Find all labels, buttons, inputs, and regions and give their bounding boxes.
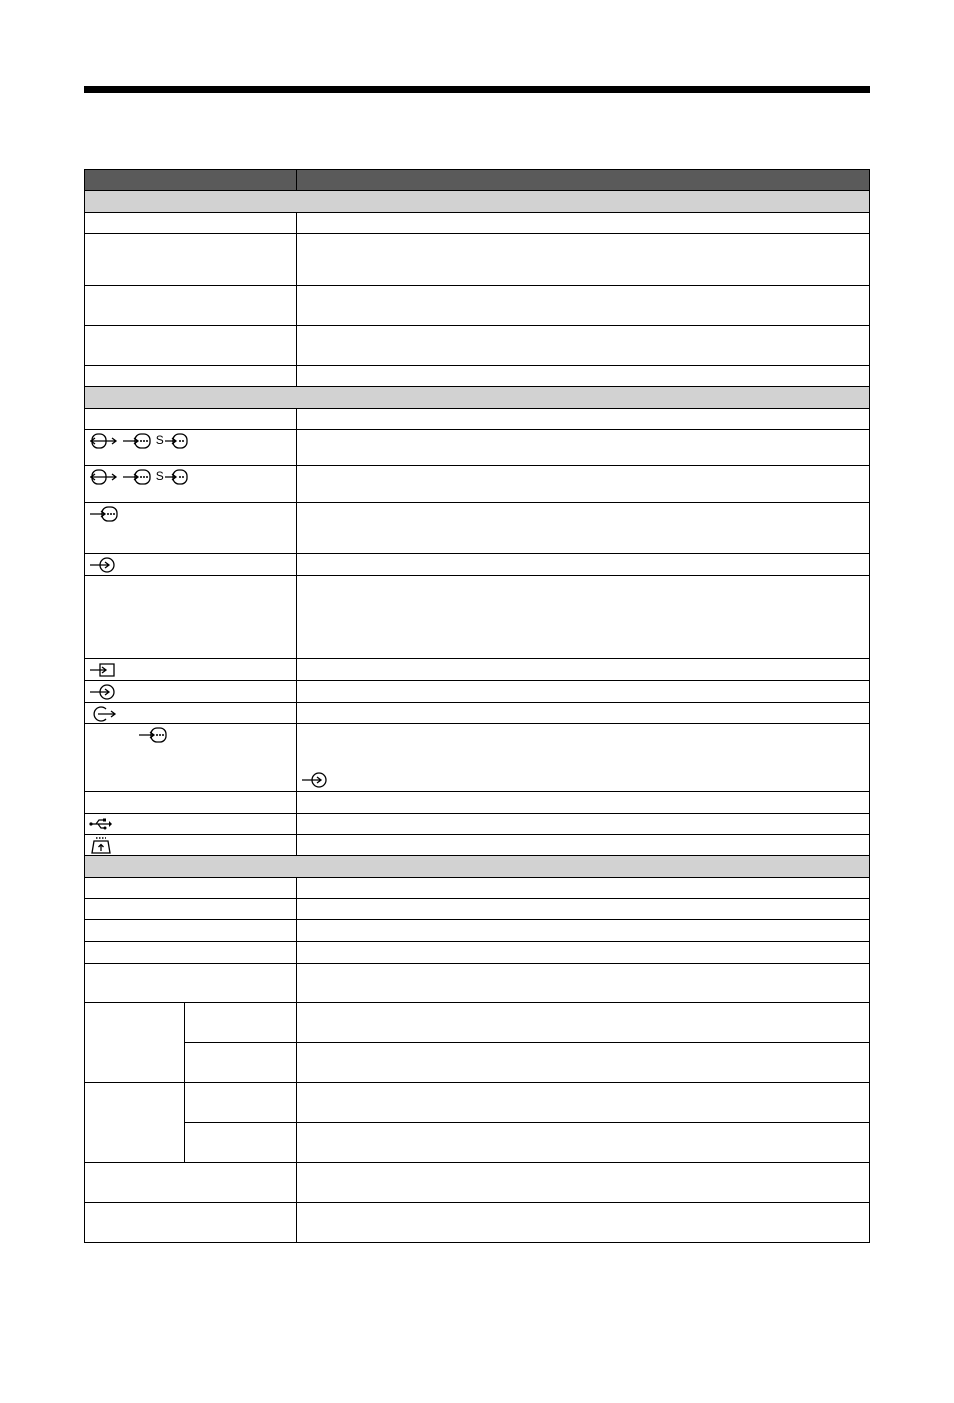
video-input-icon bbox=[122, 432, 152, 450]
header-cell-1 bbox=[85, 170, 297, 191]
table-row bbox=[85, 553, 870, 575]
section-row bbox=[85, 387, 870, 409]
service-port-icon bbox=[89, 837, 113, 855]
table-row bbox=[85, 1083, 870, 1122]
audio-input-icon bbox=[89, 556, 117, 574]
table-row bbox=[85, 1122, 870, 1162]
table-row bbox=[85, 899, 870, 920]
table-row bbox=[85, 430, 870, 466]
table-row bbox=[85, 1202, 870, 1242]
table-row bbox=[85, 1162, 870, 1202]
table-row bbox=[85, 286, 870, 326]
table-row bbox=[85, 942, 870, 964]
audio-input-icon bbox=[89, 683, 117, 701]
table-row bbox=[85, 326, 870, 366]
audio-input-icon bbox=[301, 771, 329, 789]
av-input-output-icon bbox=[89, 432, 119, 450]
video-input-icon bbox=[122, 468, 152, 486]
table-row bbox=[85, 466, 870, 502]
table-row bbox=[85, 920, 870, 942]
header-rule bbox=[84, 86, 870, 93]
header-cell-2 bbox=[297, 170, 870, 191]
table-row bbox=[85, 878, 870, 899]
s-label: S bbox=[155, 433, 164, 448]
video-input-icon bbox=[89, 505, 119, 523]
table-row bbox=[85, 366, 870, 387]
hdmi-input-icon bbox=[89, 661, 117, 679]
av-input-output-icon bbox=[89, 468, 119, 486]
table-row bbox=[85, 1043, 870, 1083]
video-input-icon bbox=[138, 726, 168, 744]
table-row bbox=[85, 814, 870, 835]
headphones-output-icon bbox=[89, 705, 117, 723]
table-row bbox=[85, 702, 870, 723]
section-row bbox=[85, 856, 870, 878]
table-row bbox=[85, 234, 870, 286]
s-label: S bbox=[155, 469, 164, 484]
table-row bbox=[85, 1003, 870, 1043]
table-row bbox=[85, 964, 870, 1003]
usb-icon bbox=[89, 816, 113, 832]
table-row bbox=[85, 575, 870, 658]
specifications-table bbox=[84, 169, 870, 1243]
table-row bbox=[85, 502, 870, 553]
table-row bbox=[85, 658, 870, 680]
table-row bbox=[85, 723, 870, 791]
table-row bbox=[85, 835, 870, 856]
table-header-row bbox=[85, 170, 870, 191]
s-video-input-icon bbox=[165, 468, 189, 486]
table-row bbox=[85, 680, 870, 702]
section-row bbox=[85, 191, 870, 213]
table-row bbox=[85, 792, 870, 814]
table-row bbox=[85, 409, 870, 430]
s-video-input-icon bbox=[165, 432, 189, 450]
table-row bbox=[85, 213, 870, 234]
